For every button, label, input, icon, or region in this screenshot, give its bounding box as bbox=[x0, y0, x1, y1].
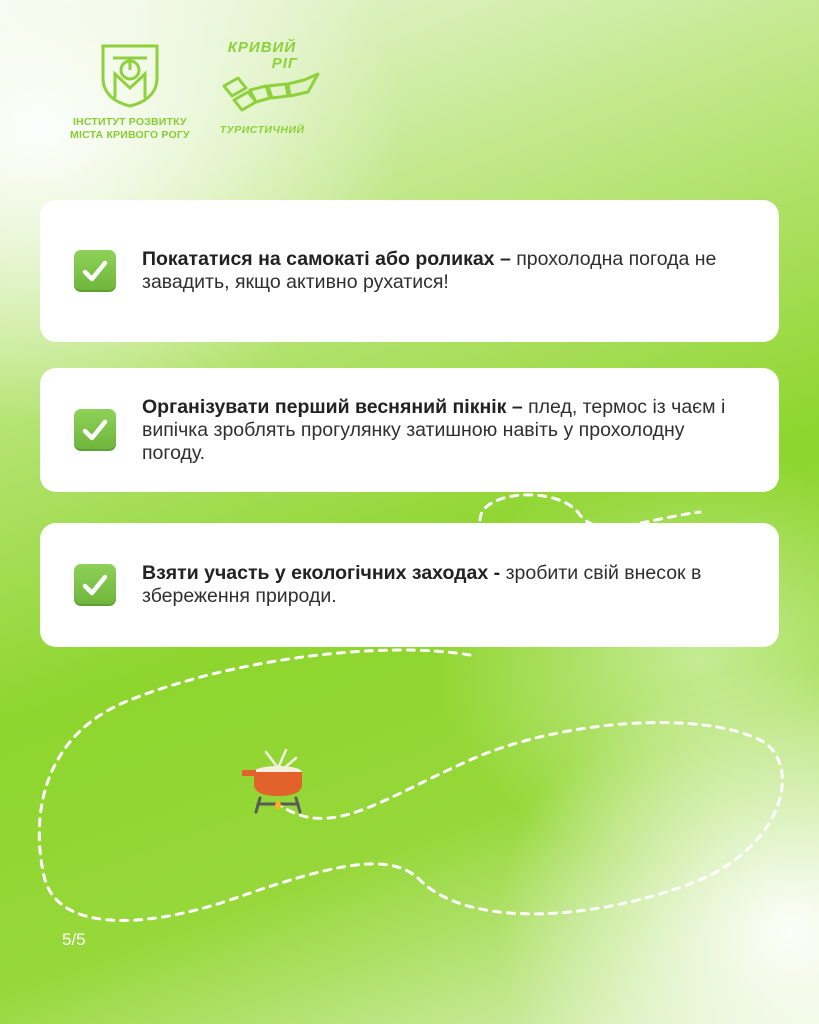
kr-title-line1: КРИВИЙ bbox=[227, 39, 297, 56]
activity-text-1 bbox=[142, 248, 739, 294]
activity-desc-1: прохолодна погода не завадить, якщо активно рухатися! bbox=[142, 248, 717, 293]
institute-caption-line1: ІНСТИТУТ РОЗВИТКУ bbox=[72, 116, 187, 128]
activity-card-1 bbox=[40, 200, 779, 342]
activity-title-2: Організувати перший весняний пікнік – bbox=[142, 395, 523, 418]
activity-text-3 bbox=[142, 562, 739, 608]
kr-title-line2: РІГ bbox=[271, 55, 299, 72]
activity-desc-2: плед, термос із чаєм і випічка зроблять прогулянку затишною навіть у прохолодну погоду. bbox=[142, 395, 726, 464]
activity-card-3 bbox=[40, 523, 779, 647]
activity-text-2 bbox=[142, 396, 739, 465]
activity-card-2 bbox=[40, 368, 779, 492]
bricks-icon bbox=[220, 72, 320, 116]
check-mark-icon bbox=[74, 564, 116, 606]
trm-emblem-icon bbox=[95, 40, 165, 110]
check-mark-icon bbox=[74, 409, 116, 451]
check-mark-icon bbox=[74, 250, 116, 292]
institute-logo bbox=[70, 40, 190, 142]
activity-title-1: Покататися на самокаті або роликах – bbox=[142, 248, 511, 270]
activity-desc-3: зробити свій внесок в збереження природи. bbox=[142, 562, 702, 607]
kr-subtitle: ТУРИСТИЧНИЙ bbox=[219, 124, 305, 136]
institute-caption-line2: МІСТА КРИВОГО РОГУ bbox=[70, 129, 190, 141]
kryvyi-rih-tourist-logo bbox=[220, 40, 320, 142]
fondue-pot-icon bbox=[238, 748, 310, 818]
activity-title-3: Взяти участь у екологічних заходах - bbox=[142, 562, 501, 584]
logo-bar bbox=[70, 40, 320, 142]
page-indicator: 5/5 bbox=[62, 930, 86, 949]
